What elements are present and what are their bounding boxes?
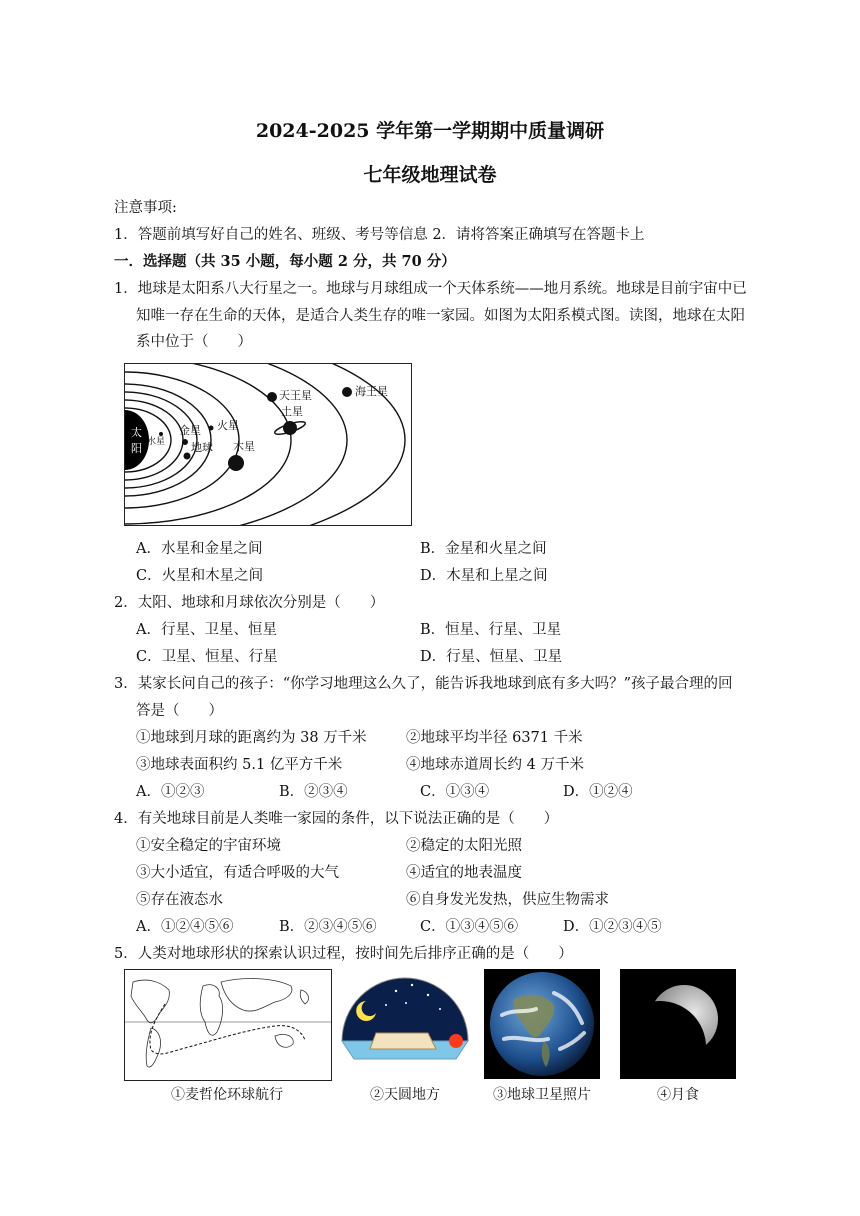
q3-stem-line2: 答是（ ） <box>136 703 223 719</box>
q5-stem: 5．人类对地球形状的探索认识过程，按时间先后排序正确的是（ ） <box>114 946 573 962</box>
uranus-dot <box>267 392 277 402</box>
q1-option-c[interactable]: C．火星和木星之间 <box>136 568 264 584</box>
q4-option-b[interactable]: B．②③④⑤⑥ <box>279 919 377 935</box>
solar-system-figure <box>124 363 412 526</box>
q1-stem-line1: 1．地球是太阳系八大行星之一。地球与月球组成一个天体系统——地月系统。地球是目前宇宙中已 <box>114 281 747 297</box>
neptune-label: 海王星 <box>355 385 388 398</box>
caption-satellite: ③地球卫星照片 <box>493 1087 591 1103</box>
q1-option-b[interactable]: B．金星和火星之间 <box>420 541 547 557</box>
mars-dot <box>209 426 214 431</box>
section-title: 一．选择题（共 35 小题，每小题 2 分，共 70 分） <box>114 253 456 270</box>
q1-option-a[interactable]: A．水星和金星之间 <box>136 541 263 557</box>
q2-option-c[interactable]: C．卫星、恒星、行星 <box>136 649 278 665</box>
q4-option-a[interactable]: A．①②④⑤⑥ <box>136 919 234 935</box>
q4-option-d[interactable]: D．①②③④⑤ <box>563 919 662 935</box>
venus-label: 金星 <box>179 424 201 437</box>
q3-statement-1: ①地球到月球的距离约为 38 万千米 <box>136 730 367 746</box>
dome-illustration <box>336 969 474 1079</box>
q3-statement-2: ②地球平均半径 6371 千米 <box>406 730 583 746</box>
magellan-map-figure <box>124 969 332 1081</box>
solar-system-diagram <box>125 364 411 525</box>
earth-label: 地球 <box>191 441 213 454</box>
q3-statement-4: ④地球赤道周长约 4 万千米 <box>406 757 584 773</box>
q3-statement-3: ③地球表面积约 5.1 亿平方千米 <box>136 757 343 773</box>
jupiter-dot <box>228 455 244 471</box>
mercury-dot <box>159 432 163 436</box>
q2-option-a[interactable]: A．行星、卫星、恒星 <box>136 622 277 638</box>
earth-satellite-photo-figure <box>484 969 600 1079</box>
q2-option-b[interactable]: B．恒星、行星、卫星 <box>420 622 562 638</box>
q3-option-a[interactable]: A．①②③ <box>136 784 205 800</box>
q4-statement-2: ②稳定的太阳光照 <box>406 838 522 854</box>
q4-statement-3: ③大小适宜，有适合呼吸的大气 <box>136 865 339 881</box>
saturn-label: 土星 <box>281 405 303 418</box>
earth-dot <box>184 453 191 460</box>
sun-label-1: 太 <box>131 426 142 439</box>
q3-option-d[interactable]: D．①②④ <box>563 784 633 800</box>
notice-heading: 注意事项: <box>114 200 177 216</box>
caption-eclipse: ④月食 <box>657 1087 699 1103</box>
exam-title: 2024-2025 学年第一学期期中质量调研 <box>255 120 605 142</box>
eclipse-moon-image <box>620 969 736 1079</box>
q3-stem-line1: 3．某家长问自己的孩子：“你学习地理这么久了，能告诉我地球到底有多大吗？”孩子最合理的回 <box>114 676 733 692</box>
q2-option-d[interactable]: D．行星、恒星、卫星 <box>420 649 563 665</box>
sun-label-2: 阳 <box>131 442 142 455</box>
world-map-drawing <box>125 970 331 1080</box>
sun-shape <box>125 410 149 470</box>
exam-subtitle: 七年级地理试卷 <box>363 164 497 186</box>
earth-globe-image <box>484 969 600 1079</box>
jupiter-label: 木星 <box>233 440 255 453</box>
neptune-dot <box>342 387 352 397</box>
q2-stem: 2．太阳、地球和月球依次分别是（ ） <box>114 595 385 611</box>
uranus-label: 天王星 <box>279 389 312 402</box>
venus-dot <box>182 439 188 445</box>
mars-label: 火星 <box>217 419 239 432</box>
q1-stem-line2: 知唯一存在生命的天体，是适合人类生存的唯一家园。如图为太阳系模式图。读图，地球在太阳 <box>136 308 745 324</box>
q1-option-d[interactable]: D．木星和上星之间 <box>420 568 548 584</box>
q3-option-c[interactable]: C．①③④ <box>420 784 490 800</box>
notice-text: 1．答题前填写好自己的姓名、班级、考号等信息 2．请将答案正确填写在答题卡上 <box>114 227 645 243</box>
caption-magellan: ①麦哲伦环球航行 <box>171 1087 283 1103</box>
q4-statement-4: ④适宜的地表温度 <box>406 865 522 881</box>
mercury-label: 水星 <box>147 437 166 447</box>
q4-option-c[interactable]: C．①③④⑤⑥ <box>420 919 519 935</box>
caption-round-sky: ②天圆地方 <box>370 1087 440 1103</box>
q4-stem: 4．有关地球目前是人类唯一家园的条件，以下说法正确的是（ ） <box>114 811 559 827</box>
lunar-eclipse-figure <box>620 969 736 1079</box>
q4-statement-1: ①安全稳定的宇宙环境 <box>136 838 281 854</box>
q4-statement-6: ⑥自身发光发热，供应生物需求 <box>406 892 609 908</box>
q1-stem-line3: 系中位于（ ） <box>136 334 252 350</box>
q4-statement-5: ⑤存在液态水 <box>136 892 223 908</box>
q3-option-b[interactable]: B．②③④ <box>279 784 348 800</box>
round-sky-square-earth-figure <box>336 969 474 1079</box>
